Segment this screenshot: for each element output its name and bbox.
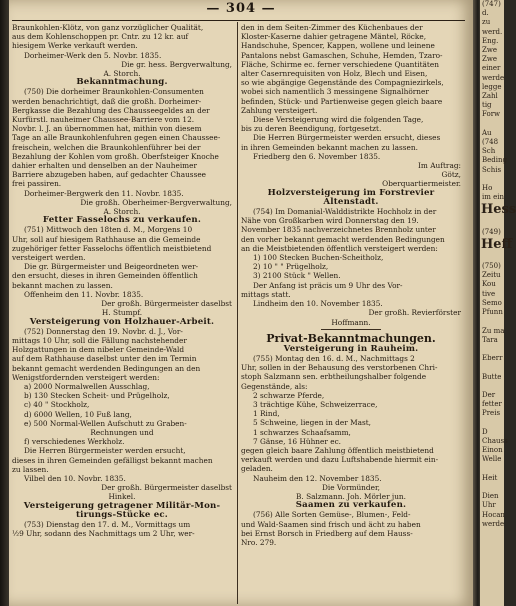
adjacent-page-fragment: legge: [482, 82, 502, 91]
signature-name: Hinkel.: [108, 492, 136, 502]
text-line: Kurfürstl. nauheimer Chaussee-Barriere vom 12.: [12, 115, 195, 125]
scanned-page: [9, 0, 473, 606]
adjacent-page-fragment: Welle: [482, 455, 502, 464]
adjacent-page-fragment: Eberr: [482, 354, 503, 363]
dateline: Friedberg den 6. November 1835.: [253, 151, 381, 161]
adjacent-page-fragment: D: [482, 427, 488, 436]
text-line: (755) Montag den 16. d. M., Nachmittags 2: [253, 353, 415, 363]
adjacent-page-fragment: Hocan: [482, 510, 505, 519]
text-line: Braunkohlen-Klötz, von ganz vorzüglicher Qualität,: [12, 23, 204, 32]
adjacent-page-fragment: Preis: [482, 409, 501, 418]
adjacent-page-fragment: [480, 317, 504, 326]
adjacent-page-fragment: Hess: [481, 202, 516, 218]
adjacent-page-fragment: Kou: [482, 280, 496, 289]
column-divider: [237, 22, 238, 604]
adjacent-page-fragment: Heff: [481, 236, 513, 252]
list-item: 5 Schweine, liegen in der Mast,: [253, 418, 372, 428]
list-item: c) 40 " Stockholz,: [24, 400, 90, 410]
text-line: stoph Salzmann sen. erbtheilungshalber folgende: [241, 372, 427, 382]
adjacent-page-fragment: Ho: [482, 184, 493, 193]
notice-heading: Altenstadt.: [323, 196, 379, 207]
signature-name: B. Salzmann. Joh. Mörler jun.: [296, 491, 406, 501]
right-column: [241, 23, 461, 603]
adjacent-page-fragment: [480, 253, 504, 262]
adjacent-page-fragment: Tara: [482, 335, 498, 344]
text-line: den in dem Seiten-Zimmer des Küchenbaues der: [241, 23, 423, 32]
text-line: November 1835 nachverzeichnetes Brennholz unter: [241, 225, 436, 235]
page-number: — 304 —: [206, 1, 276, 16]
dateline: Dorheimer-Bergwerk den 11. Novbr. 1835.: [24, 188, 184, 198]
text-line: Barriere abzugeben haben, auf gedachter Chaussee: [12, 170, 207, 180]
text-line: mittags 10 Uhr, soll die Fällung nachstehender: [12, 335, 187, 345]
list-item: d) 6000 Wellen, 10 Fuß lang,: [24, 409, 132, 419]
text-line: frei passiren.: [12, 179, 62, 189]
adjacent-page-fragment: werd.: [482, 27, 503, 36]
adjacent-page-fragment: Eng.: [482, 36, 499, 45]
text-line: und Wald-Saamen sind frisch und ächt zu haben: [241, 519, 421, 529]
text-line: Die Herren Bürgermeister werden ersucht,: [24, 446, 186, 456]
signature-name: A. Storch.: [103, 69, 141, 79]
list-item: 3 trächtige Kühe, Schweizerrace,: [253, 399, 378, 409]
list-item: 7 Gänse, 16 Hühner ec.: [253, 436, 342, 446]
text-line: den vorher bekannt gemacht werdenden Bedingungen: [241, 234, 445, 244]
adjacent-page-fragment: zu: [482, 18, 491, 27]
adjacent-page-fragment: Butte: [482, 372, 502, 381]
list-item: 1 Rind,: [253, 409, 280, 419]
signature-office: Im Auftrag:: [418, 161, 461, 171]
text-line: Der Anfang ist präcis um 9 Uhr des Vor-: [253, 280, 403, 290]
text-line: (754) Im Domanial-Walddistrikte Hochholz in der: [253, 207, 437, 217]
signature-name: A. Storch.: [103, 207, 141, 217]
adjacent-page-fragment: Forw: [482, 110, 501, 119]
notice-heading: tirungs-Stücke ec.: [75, 509, 169, 520]
adjacent-page-fragment: tive: [482, 289, 496, 298]
text-line: Bergkasse die Bezahlung des Chausseegeldes an der: [12, 105, 210, 115]
text-line: (756) Alle Sorten Gemüse-, Blumen-, Feld-: [253, 510, 411, 520]
book-gutter: [473, 0, 480, 606]
list-item: 2 schwarze Pferde,: [253, 390, 325, 400]
text-line: freischein, welchen die Braunkohlenführer bei der: [12, 142, 201, 152]
adjacent-page-fragment: Einon: [482, 446, 503, 455]
text-line: Uhr, soll auf hiesigem Rathhause an die Gemeinde: [12, 234, 201, 244]
adjacent-page-fragment: [480, 382, 504, 391]
text-line: werden benachrichtigt, daß die großh. Dorheimer-: [12, 96, 202, 106]
signature-name: Hoffmann.: [331, 317, 371, 327]
text-line: Tage an alle Braunkohlenfuhren gegen einen Chaussee-: [12, 133, 221, 143]
header-rule: [12, 20, 465, 21]
notice-heading: Saamen zu verkaufen.: [295, 500, 407, 511]
dateline: Offenheim den 11. Novbr. 1835.: [24, 289, 144, 299]
adjacent-page-fragment: [480, 465, 504, 474]
adjacent-page-fragment: einer: [482, 64, 501, 73]
list-item: a) 2000 Normalwellen Ausschlag,: [24, 381, 150, 391]
text-line: Die gr. Bürgermeister und Beigeordneten wer-: [24, 262, 199, 272]
notice-heading: Fetter Fasselochs zu verkaufen.: [42, 215, 202, 226]
signature-office: Die Vormünder,: [322, 482, 380, 492]
adjacent-page-fragment: Chauss: [482, 436, 508, 445]
adjacent-page-fragment: werde: [482, 73, 505, 82]
adjacent-page-fragment: (750): [482, 262, 501, 271]
text-line: Uhr, sollen in der Behausung des verstorbenen Chri-: [241, 363, 438, 373]
text-line: verkauft werden und dazu Luftshabende hiermit ein-: [241, 455, 439, 465]
adjacent-page-fragment: [480, 120, 504, 129]
text-line: Handschuhe, Spencer, Kappen, wollene und leinene: [241, 41, 435, 51]
text-line: Novbr. l. J. an übernommen hat, mithin von diesem: [12, 124, 202, 134]
adjacent-page-fragment: Semo: [482, 298, 502, 307]
adjacent-page-fragment: d.: [482, 9, 489, 18]
text-line: Diese Versteigerung wird die folgenden Tage,: [253, 115, 424, 125]
signature-office: Die großh. Oberheimer-Bergverwaltung,: [80, 197, 232, 207]
text-line: Nro. 279.: [241, 537, 277, 547]
adjacent-page-fragment: Heit: [482, 473, 498, 482]
adjacent-page-fragment: tig: [482, 101, 492, 110]
text-line: wobei sich namentlich 3 messingene Signalhörner: [241, 87, 429, 97]
text-line: bei Ernst Borsch in Friedberg auf dem Hauss-: [241, 528, 413, 538]
text-line: (753) Dienstag den 17. d. M., Vormittags um: [24, 519, 191, 529]
signature-office: Der großh. Revierförster: [368, 308, 461, 318]
list-item: f) verschiedenes Werkholz.: [24, 437, 125, 447]
adjacent-page-fragment: Uhr: [482, 501, 496, 510]
dateline: Lindheim den 10. November 1835.: [253, 299, 383, 309]
adjacent-page-fragment: im ein: [482, 193, 504, 202]
adjacent-page-fragment: [480, 345, 504, 354]
adjacent-page-fragment: Zu ma: [482, 326, 505, 335]
text-line: so wie abgängige Gegenstände des Compagniezirkels,: [241, 78, 444, 88]
list-item: 2) 10 " " Prügelholz,: [253, 262, 329, 272]
text-line: hiesigem Werke verkauft werden.: [12, 41, 138, 51]
text-line: den ersucht, dieses in ihren Gemeinden öffentlich: [12, 271, 198, 281]
adjacent-page-fragment: [480, 419, 504, 428]
notice-heading: Bekanntmachung.: [76, 77, 168, 88]
list-item: 3) 2100 Stück " Wellen.: [253, 271, 341, 281]
text-line: (751) Mittwoch den 18ten d. M., Morgens 10: [24, 225, 193, 235]
adjacent-page-fragment: Au: [482, 128, 492, 137]
book-spine-shadow: [0, 0, 9, 606]
adjacent-page-fragment: Zeitu: [482, 271, 501, 280]
notice-heading: Versteigerung getragener Militär-Mon-: [23, 500, 221, 511]
signature-office: Oberquartiermeister.: [382, 179, 461, 189]
list-item: 1) 100 Stecken Buchen-Scheitholz,: [253, 253, 384, 263]
adjacent-page-fragment: [480, 175, 504, 184]
dateline: Dorheimer-Werk den 5. Novbr. 1835.: [24, 50, 162, 60]
list-item: 1 schwarzes Schaafsamm,: [253, 427, 351, 437]
adjacent-page-fragments: [480, 0, 516, 529]
signature-name: Götz,: [441, 170, 461, 180]
adjacent-page-fragment: fetter: [482, 400, 502, 409]
text-line: mittags statt.: [241, 289, 291, 299]
text-line: Bezahlung der Kohlen vom großh. Oberfsteiger Knoche: [12, 151, 219, 161]
text-line: zugehöriger fetter Fasselochs öffentlich meistbietend: [12, 243, 212, 253]
notice-heading: Versteigerung in Rauheim.: [283, 343, 419, 354]
list-item: e) 500 Normal-Wellen Aufschutt zu Graben-: [24, 418, 187, 428]
adjacent-page-fragment: [480, 218, 504, 227]
text-line: geladen.: [241, 464, 273, 474]
adjacent-page-fragment: [480, 483, 504, 492]
text-line: Pantalons nebst Gamaschen, Schuhe, Hemden, Tzaro-: [241, 50, 443, 60]
text-line: befinden, Stück- und Partienweise gegen gleich baare: [241, 96, 443, 106]
text-line: Gegenstände, als:: [241, 381, 308, 391]
adjacent-page-fragment: Zwe: [482, 46, 497, 55]
text-line: ½9 Uhr, sodann des Nachmittags um 2 Uhr, wer-: [12, 529, 195, 539]
text-line: Wenigstfordernden versteigert werden:: [12, 372, 160, 382]
text-line: (750) Die dorheimer Braunkohlen-Consumenten: [24, 87, 204, 97]
text-line: aus dem Kohlenschoppen pr. Cntr. zu 12 kr. auf: [12, 32, 189, 42]
text-line: in ihren Gemeinden bekannt machen zu lassen.: [241, 142, 418, 152]
signature-name: H. Stumpf.: [101, 308, 143, 318]
text-line: an die Meistbietenden öffentlich versteigert werden:: [241, 243, 438, 253]
adjacent-page-fragment: Dien: [482, 492, 499, 501]
left-column: [12, 23, 232, 603]
text-line: gegen gleich baare Zahlung öffentlich meistbietend: [241, 445, 434, 455]
list-item: Rechnungen und: [90, 427, 154, 437]
adjacent-page-fragment: (748: [482, 138, 499, 147]
text-line: Nähe von Großkarben wird Donnerstag den 19.: [241, 216, 419, 226]
adjacent-page-fragment: Sch: [482, 147, 496, 156]
text-line: dieses in ihren Gemeinden gefälligst bekannt machen: [12, 455, 213, 465]
notice-heading: Holzversteigerung im Forstrevier: [267, 187, 435, 198]
adjacent-page-fragment: Schis: [482, 165, 502, 174]
notice-heading: Versteigerung von Holzhauer-Arbeit.: [29, 316, 215, 327]
adjacent-page-fragment: [480, 363, 504, 372]
adjacent-page-fragment: werde: [482, 519, 505, 528]
section-rule: [321, 329, 381, 330]
text-line: dahier erhalten und denselben an der Nauheimer: [12, 161, 197, 171]
dateline: Nauheim den 12. November 1835.: [253, 473, 382, 483]
text-line: auf dem Rathhause daselbst unter den im Termin: [12, 354, 197, 364]
adjacent-page-fragment: Der: [482, 390, 496, 399]
section-heading: Privat-Bekanntmachungen.: [266, 331, 436, 345]
text-line: zu lassen.: [12, 464, 49, 474]
text-line: Holzgattungen in dem nibeler Gemeinde-Wald: [12, 345, 185, 355]
adjacent-page-fragment: Zahl: [482, 92, 498, 101]
list-item: b) 130 Stecken Scheit- und Prügelholz,: [24, 391, 170, 401]
text-line: Die Herren Bürgermeister werden ersucht, dieses: [253, 133, 441, 143]
signature-office: Der großh. Bürgermeister daselbst: [101, 299, 232, 309]
text-line: bis zu deren Beendigung, fortgesetzt.: [241, 124, 382, 134]
adjacent-page-fragment: Beding: [482, 156, 507, 165]
text-line: Fläche, Schirme ec. ferner verschiedene Quantitäten: [241, 59, 439, 69]
text-line: alter Casernrequisiten von Holz, Blech und Eisen,: [241, 69, 428, 79]
signature-office: Der großh. Bürgermeister daselbst: [101, 483, 232, 493]
adjacent-page-fragment: Pfunn: [482, 308, 503, 317]
signature-office: Die gr. hess. Bergverwaltung,: [121, 59, 232, 69]
text-line: bekannt gemacht werdenden Bedingungen an den: [12, 363, 201, 373]
text-line: Kloster-Kaserne dahier getragene Mäntel, Röcke,: [241, 32, 427, 42]
text-line: versteigert werden.: [12, 253, 86, 263]
text-line: Zahlung versteigert.: [241, 105, 318, 115]
dateline: Vilbel den 10. Novbr. 1835.: [24, 473, 126, 483]
adjacent-page-fragment: (749): [482, 227, 501, 236]
adjacent-page-fragment: (747): [482, 0, 501, 8]
adjacent-page-fragment: Zwe: [482, 55, 497, 64]
text-line: (752) Donnerstag den 19. Novbr. d. J., Vor-: [24, 326, 183, 336]
adjacent-page-edge: [480, 0, 516, 606]
text-line: bekannt machen zu lassen.: [12, 280, 113, 290]
